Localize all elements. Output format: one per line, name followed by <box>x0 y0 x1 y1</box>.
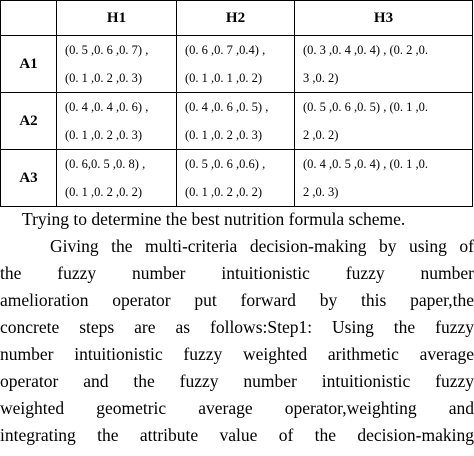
intuitionistic-fuzzy-decision-matrix <box>0 0 473 207</box>
table-cell: (0. 4 ,0. 5 ,0. 4) , (0. 1 ,0. 2 ,0. 3) <box>295 150 473 207</box>
header-cell-h3: H3 <box>295 1 473 36</box>
table-row <box>1 93 473 150</box>
header-cell-h1: H1 <box>57 1 177 36</box>
text-line: Giving the multi-criteria decision-making by using of <box>50 236 474 256</box>
table-cell: (0. 5 ,0. 6 ,0. 5) , (0. 1 ,0. 2 ,0. 2) <box>295 93 473 150</box>
table-cell: (0. 6 ,0. 7 ,0.4) , (0. 1 ,0. 1 ,0. 2) <box>177 36 295 93</box>
text-line: operator and the fuzzy number intuitionistic fuzzy <box>0 371 474 391</box>
table-cell: (0. 6,0. 5 ,0. 8) , (0. 1 ,0. 2 ,0. 2) <box>57 150 177 207</box>
header-cell-h2: H2 <box>177 1 295 36</box>
text-line: concrete steps are as follows:Step1: Using the fuzzy <box>0 317 474 337</box>
text-line: Trying to determine the best nutrition formula scheme. <box>22 209 406 229</box>
text-line: amelioration operator put forward by this paper,the <box>0 290 474 310</box>
table-cell: (0. 4 ,0. 6 ,0. 5) , (0. 1 ,0. 2 ,0. 3) <box>177 93 295 150</box>
table-row <box>1 150 473 207</box>
table-row <box>1 36 473 93</box>
table-cell: (0. 4 ,0. 4 ,0. 6) , (0. 1 ,0. 2 ,0. 3) <box>57 93 177 150</box>
row-label-a3: A3 <box>1 150 57 207</box>
text-line: integrating the attribute value of the decision-making <box>0 425 474 445</box>
body-paragraph <box>0 206 474 449</box>
row-label-a2: A2 <box>1 93 57 150</box>
text-line: the fuzzy number intuitionistic fuzzy number <box>0 263 474 283</box>
text-line: number intuitionistic fuzzy weighted arithmetic average <box>0 344 474 364</box>
table-cell: (0. 5 ,0. 6 ,0. 7) , (0. 1 ,0. 2 ,0. 3) <box>57 36 177 93</box>
data-table-container <box>0 0 473 207</box>
table-cell: (0. 5 ,0. 6 ,0.6) , (0. 1 ,0. 2 ,0. 2) <box>177 150 295 207</box>
text-line: weighted geometric average operator,weighting and <box>0 398 474 418</box>
header-cell-corner <box>1 1 57 36</box>
table-cell: (0. 3 ,0. 4 ,0. 4) , (0. 2 ,0. 3 ,0. 2) <box>295 36 473 93</box>
table-header-row <box>1 1 473 36</box>
row-label-a1: A1 <box>1 36 57 93</box>
